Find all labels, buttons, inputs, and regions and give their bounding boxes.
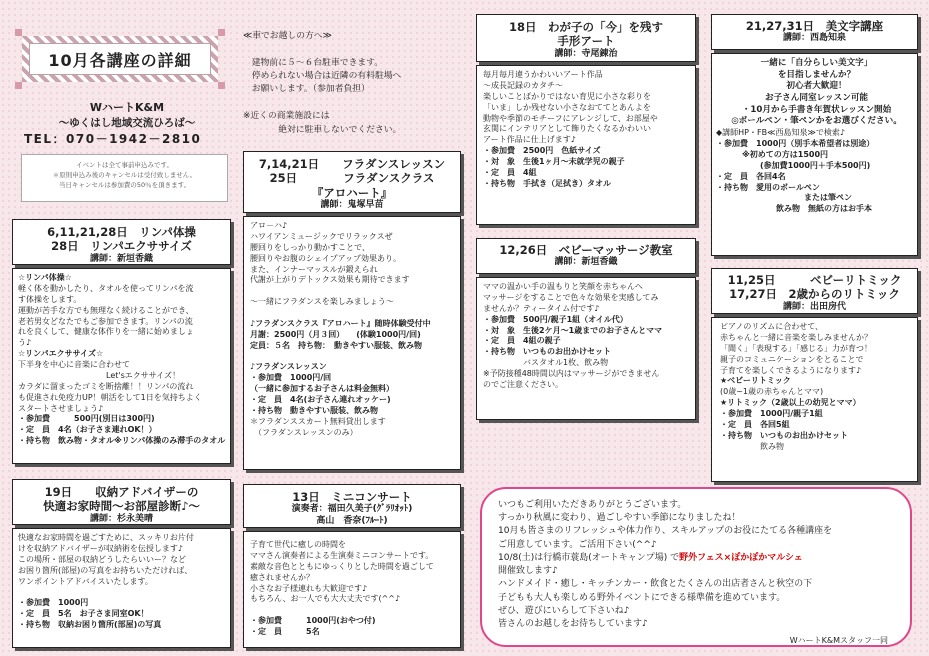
content-line: れを良くして、健康な体作りを一緒に始めましょ xyxy=(18,327,194,337)
content-line: のでご注意ください。 xyxy=(483,379,563,389)
corner-decoration xyxy=(218,82,225,89)
content-line: ～成長記録のカタチ～ xyxy=(483,80,563,90)
notice-box xyxy=(21,154,228,202)
content-line: す体操をします。 xyxy=(18,294,82,304)
message-line: いつもご利用いただきありがとうございます。 xyxy=(498,500,687,510)
hula-header-box xyxy=(243,151,461,213)
content-line: ・持ち物 収納お困り箇所(部屋)の写真 xyxy=(18,620,162,629)
concert-body xyxy=(243,531,461,648)
calligraphy-line: ◎ボールペン・筆ペンかをお選びください。 xyxy=(731,116,902,127)
art-lecturer: 講師：寺尾錬治 xyxy=(554,48,618,59)
content-line: 癒されませんか？ xyxy=(250,572,314,582)
content-line: お願いします。（参加者負担） xyxy=(243,84,370,95)
content-line: ※近くの商業施設には xyxy=(243,111,330,122)
message-line: ハンドメイド・癒し・キッチンカー・飲食とたくさんの出店者さんと秋空の下 xyxy=(498,579,813,590)
content-line: アート作品に仕上げます♪ xyxy=(483,135,576,145)
rhythmic-header-box xyxy=(711,268,918,314)
concert-performer-2: 高山 香奈(ﾌﾙｰﾄ) xyxy=(316,515,388,526)
calligraphy-line: ◆講師HP・FB≪西島知泉≫で検索♪ xyxy=(716,128,845,138)
notice-line: ＊原則申込み後のキャンセルは受付致しません。 xyxy=(52,171,197,180)
art-body xyxy=(476,65,696,225)
content-line: ＊フラダンススカート無料貸出します xyxy=(250,416,386,426)
content-line: ・定 員 5名 xyxy=(250,627,320,636)
rhythmic-lecturer: 講師：出田房代 xyxy=(782,301,846,312)
message-line: すっかり秋風に変わり、過ごしやすい季節になりましたね！ xyxy=(498,513,741,524)
content-line: Let'sエクササイズ！ xyxy=(18,370,181,380)
calligraphy-line: ・持ち物 愛用のボールペン xyxy=(716,182,820,192)
calligraphy-line: を目指しませんか？ xyxy=(777,69,856,80)
content-line: 下半身を中心に音楽に合わせて xyxy=(18,360,130,369)
calligraphy-line: または筆ペン xyxy=(804,193,852,203)
content-line: 代謝が上がりデトックス効果も期待できます xyxy=(250,275,410,285)
content-line: ★ベビーリトミック xyxy=(720,376,791,386)
content-line: カラダに溜まったゴミを断捨離！！リンパの流れ xyxy=(18,381,194,391)
org-info xyxy=(22,100,232,149)
content-line: 運動が苦手な方でも無理なく続けることができ、 xyxy=(18,305,194,315)
content-line: ・定 員 4組 xyxy=(483,167,537,177)
content-line: 「聞く」「表現する」「感じる」力が育つ！ xyxy=(720,343,872,353)
content-line: ・持ち物 いつものお出かけセット xyxy=(720,430,848,440)
content-line: ママの温かい手の温もりと笑顔を赤ちゃんへ xyxy=(483,282,643,291)
content-line: ・持ち物 いつものお出かけセット xyxy=(483,347,611,357)
storage-body xyxy=(12,528,231,648)
content-line: けを収納アドバイザーが収納術を伝授します♪ xyxy=(18,543,183,553)
content-line: う♪ xyxy=(18,338,32,348)
content-line: 子育て世代に癒しの時間を xyxy=(250,540,346,549)
storage-header-box xyxy=(12,479,231,525)
content-line: ★リトミック（2歳以上の幼児とママ） xyxy=(720,398,861,408)
content-line: 停められない場合は近隣の有料駐場へ xyxy=(243,71,402,82)
content-line: (0歳~1歳の赤ちゃんとママ) xyxy=(720,387,824,397)
content-line: 赤ちゃんと一緒に音楽を楽しみませんか？ xyxy=(720,332,872,342)
title-frame xyxy=(22,36,218,82)
hula-title-1: 7,14,21日 フラダンスレッスン xyxy=(258,157,446,171)
org-name: WハートK&M xyxy=(89,101,165,114)
content-line: ワンポイントアドバイスいたします。 xyxy=(18,576,153,586)
content-line: また、インナーマッスルが鍛えられ xyxy=(250,264,378,274)
corner-decoration xyxy=(15,29,22,36)
content-line xyxy=(250,286,460,297)
content-line: ・参加費 500円(別日は300円) xyxy=(18,414,155,424)
content-line: 腰回りをしっかり動かすことで、 xyxy=(250,242,370,252)
content-line: ・持ち物 飲み物・タオル※リンパ体操のみ滞手のタオル xyxy=(18,436,226,446)
content-line: ハワイアンミュージックでリラックスぜ xyxy=(250,231,393,241)
content-line: も促進され免疫力UP！朝活をして1日を気持ちよく xyxy=(18,392,202,402)
corner-decoration xyxy=(15,82,22,89)
lymph-body xyxy=(12,268,231,464)
calligraphy-header-box xyxy=(711,14,918,50)
hula-lecturer: 講師：鬼塚早苗 xyxy=(320,200,384,211)
content-line: ・参加費 1000円 xyxy=(18,598,89,608)
content-line: 定員：５名 持ち物： 動きやすい服装、飲み物 xyxy=(250,340,422,350)
message-line: 子どもも大人も楽しめる野外イベントにできる様準備を進めています。 xyxy=(498,592,786,603)
content-line: ママさん演奏者による生演奏ミニコンサートです。 xyxy=(250,550,434,560)
content-line: ≪車でお越しの方へ≫ xyxy=(243,31,332,41)
content-line xyxy=(243,97,473,110)
calligraphy-title: 21,27,31日 美文字講座 xyxy=(745,19,884,33)
calligraphy-line: 初心者大歓迎！ xyxy=(786,81,847,92)
message-line: ぜひ、遊びにいらして下さいね♪ xyxy=(498,605,630,616)
art-header-box xyxy=(476,14,696,62)
corner-decoration xyxy=(218,29,225,36)
page-title: 10月各講座の詳細 xyxy=(48,50,192,70)
content-line: この場所・部屋の収納どうしたらいいー？など xyxy=(18,554,186,564)
content-line: 「いま」しか残せない小さなおててとあんよを xyxy=(483,102,651,112)
concert-performer-1: 演奏者：福田久美子(ｸﾞﾗﾘｵｯﾄ) xyxy=(291,504,413,515)
art-title-2: 手形アート xyxy=(557,34,615,49)
content-line: 飲み物 xyxy=(720,441,784,451)
content-line: ♪フラダンスクラス『アロハート』随時体験受付中 xyxy=(250,318,431,328)
content-line: ・定 員 4名（お子さま連れOK！） xyxy=(18,425,157,435)
calligraphy-line: ・参加費 1000円（別手本希望者は別途） xyxy=(716,139,875,148)
content-line: ☆リンパエクササイズ☆ xyxy=(18,349,104,359)
calligraphy-line: (参加費1000円＋手本500円) xyxy=(760,160,871,170)
storage-title-2: 快適お家時間～お部屋診断♪～ xyxy=(43,499,200,514)
content-line: 玄関にインテリアとして飾りたくなるかわいい xyxy=(483,124,651,134)
content-line: お困り箇所(部屋)の写真をお持ちいただければ、 xyxy=(18,565,193,575)
content-line: 素敵な音色とともにゆっくりとした時間を過ごして xyxy=(250,561,434,571)
calligraphy-line: ・10月から手書き年賀状レッスン開始 xyxy=(741,104,892,115)
massage-header-box xyxy=(476,238,696,274)
content-line xyxy=(250,605,460,616)
calligraphy-lecturer: 講師：西島知泉 xyxy=(782,33,846,44)
content-line: ～一緒にフラダンスを楽しみましょう～ xyxy=(250,297,394,307)
content-line: 快適なお家時間を過ごすために、スッキリお片付 xyxy=(18,533,194,542)
massage-title: 12,26日 ベビーマッサージ教室 xyxy=(499,243,673,257)
lymph-title-1: 6,11,21,28日 リンパ体操 xyxy=(47,225,196,239)
content-line: ・参加費 1000円/親子1組 xyxy=(720,409,823,418)
calligraphy-body xyxy=(711,53,918,256)
content-line: ・参加費 1000円(おやつ付) xyxy=(250,616,376,626)
massage-body xyxy=(476,277,696,420)
content-line: 小さなお子様連れも大歓迎です♪ xyxy=(250,583,368,593)
content-line: 月謝：2500円（月３回） (体験1000円/回) xyxy=(250,329,421,339)
content-line: ませんか？ティータイム付です♪ xyxy=(483,303,600,313)
content-line: 腰回りやお腹のシェイプアップ効果あり。 xyxy=(250,253,402,263)
content-line: ・定 員 5名 お子さま同室OK！ xyxy=(18,609,149,619)
content-line: 軽く体を動かしたり、タオルを使ってリンパを流 xyxy=(18,283,194,293)
content-line: ・対 象 生後2ケ月～1歳までのお子さんとママ xyxy=(483,325,663,335)
calligraphy-line: ※初めての方は1500円 xyxy=(742,149,829,159)
rhythmic-title-2: 17,27日 2歳からのリトミック xyxy=(729,287,900,302)
concert-title: 13日 ミニコンサート xyxy=(292,490,412,504)
lymph-lecturer: 講師：新垣香織 xyxy=(89,253,153,264)
content-line: 子育てを楽しくできるようになります♪ xyxy=(720,365,862,375)
lymph-header-box xyxy=(12,219,231,265)
content-line: ピアノのリズムに合わせて、 xyxy=(720,322,824,331)
notice-line: 当日キャンセルは参加費の50％を頂きます。 xyxy=(58,181,191,190)
content-line: ・定 員 4組の親子 xyxy=(483,336,561,346)
content-line: ※予防接種48時間以内はマッサージができません xyxy=(483,369,660,378)
message-line: ご用意しています。ご活用下さい(^^♪ xyxy=(498,539,657,550)
content-line: ・参加費 1000円/回 xyxy=(250,373,332,383)
storage-title-1: 19日 収納アドバイザーの xyxy=(44,485,199,499)
content-line: ・持ち物 手拭き（足拭き）タオル xyxy=(483,178,611,188)
content-line: 楽しいことばかりではない育児に小さな彩りを xyxy=(483,91,651,101)
message-box xyxy=(480,487,912,647)
content-line: 建物前に５～６台駐車できます。 xyxy=(243,57,384,68)
content-line xyxy=(250,308,460,319)
rhythmic-title-1: 11,25日 ベビーリトミック xyxy=(727,273,902,287)
notice-line: イベントは全て事前申込みです。 xyxy=(76,161,173,169)
message-line: 10月も皆さまのリフレッシュや体力作り、スキルアップのお役にたてる各種講座を xyxy=(498,526,833,537)
content-line xyxy=(18,587,230,598)
content-line: 毎月毎月違うかわいいアート作品 xyxy=(483,70,603,79)
content-line: ・定 員 4名(お子さん連れオッケー) xyxy=(250,395,391,404)
message-line: 開催致します♪ xyxy=(498,566,558,577)
content-line: アロ－ハ♪ xyxy=(250,221,288,230)
hula-title-2: 25日 フラダンスクラス xyxy=(269,171,435,186)
message-signature: WハートK&Mスタッフ一同 xyxy=(789,636,888,646)
storage-lecturer: 講師：杉永美晴 xyxy=(89,513,153,524)
calligraphy-line: 一緒に「自分らしい美文字」 xyxy=(760,58,873,68)
lymph-title-2: 28日 リンパエクササイズ xyxy=(51,239,192,254)
hula-body xyxy=(243,216,461,470)
content-line: 親子のコミュニケーションをとることで xyxy=(720,354,864,364)
content-line: バスタオル1枚、飲み物 xyxy=(483,358,609,368)
content-line: ・対 象 生後1ヶ月～未就学児の親子 xyxy=(483,157,625,166)
content-line: 老若男女どなたでもご参加できます。リンパの流 xyxy=(18,316,193,326)
org-tel: TEL：070－1942－2810 xyxy=(24,132,202,147)
rhythmic-body xyxy=(711,317,918,482)
content-line: 動物や季節のモチーフにアレンジして、お部屋や xyxy=(483,113,658,123)
message-line: 皆さんのお越しをお待ちしています♪ xyxy=(498,618,648,629)
hula-title-3: 『アロハート』 xyxy=(311,185,393,200)
calligraphy-line: 飲み物 無紙の方はお手本 xyxy=(776,204,872,214)
message-line: 10/8(土)は行橋市蓑島(オートキャンプ場) で xyxy=(498,552,680,563)
content-line: ・定 員 各回5組 xyxy=(720,419,790,429)
content-line: （一緒に参加するお子さんは料金無料） xyxy=(250,384,394,394)
content-line xyxy=(243,43,473,56)
content-line: ・持ち物 動きやすい服装、飲み物 xyxy=(250,405,378,415)
parking-notice xyxy=(243,30,473,137)
org-subtitle: ～ゆくはし地域交流ひろば～ xyxy=(58,116,196,129)
content-line: ♪フラダンスレッスン xyxy=(250,362,327,372)
massage-lecturer: 講師：新垣香織 xyxy=(554,257,618,268)
content-line: ・参加費 500円/親子1組（オイル代） xyxy=(483,314,628,324)
content-line: （フラダンスレッスンのみ） xyxy=(250,427,358,437)
content-line: もちろん、お一人でも大大丈夫です(^^♪ xyxy=(250,594,401,604)
content-line: スタートさせましょう♪ xyxy=(18,403,104,413)
calligraphy-line: お子さん同室レッスン可能 xyxy=(764,93,869,104)
event-highlight: 野外フェス×ぽかぽかマルシェ xyxy=(679,552,803,563)
content-line xyxy=(250,352,460,363)
art-title-1: 18日 わが子の「今」を残す xyxy=(508,20,663,34)
content-line: ☆リンパ体操☆ xyxy=(18,273,72,282)
content-line: 絶対に駐車しないでください。 xyxy=(243,124,402,135)
content-line: ・参加費 2500円 色紙サイズ xyxy=(483,146,601,156)
concert-header-box xyxy=(243,484,461,528)
calligraphy-line: ・定 員 各回4名 xyxy=(716,171,786,181)
content-line: マッサージをすることで色々な効果を実感してみ xyxy=(483,292,659,302)
